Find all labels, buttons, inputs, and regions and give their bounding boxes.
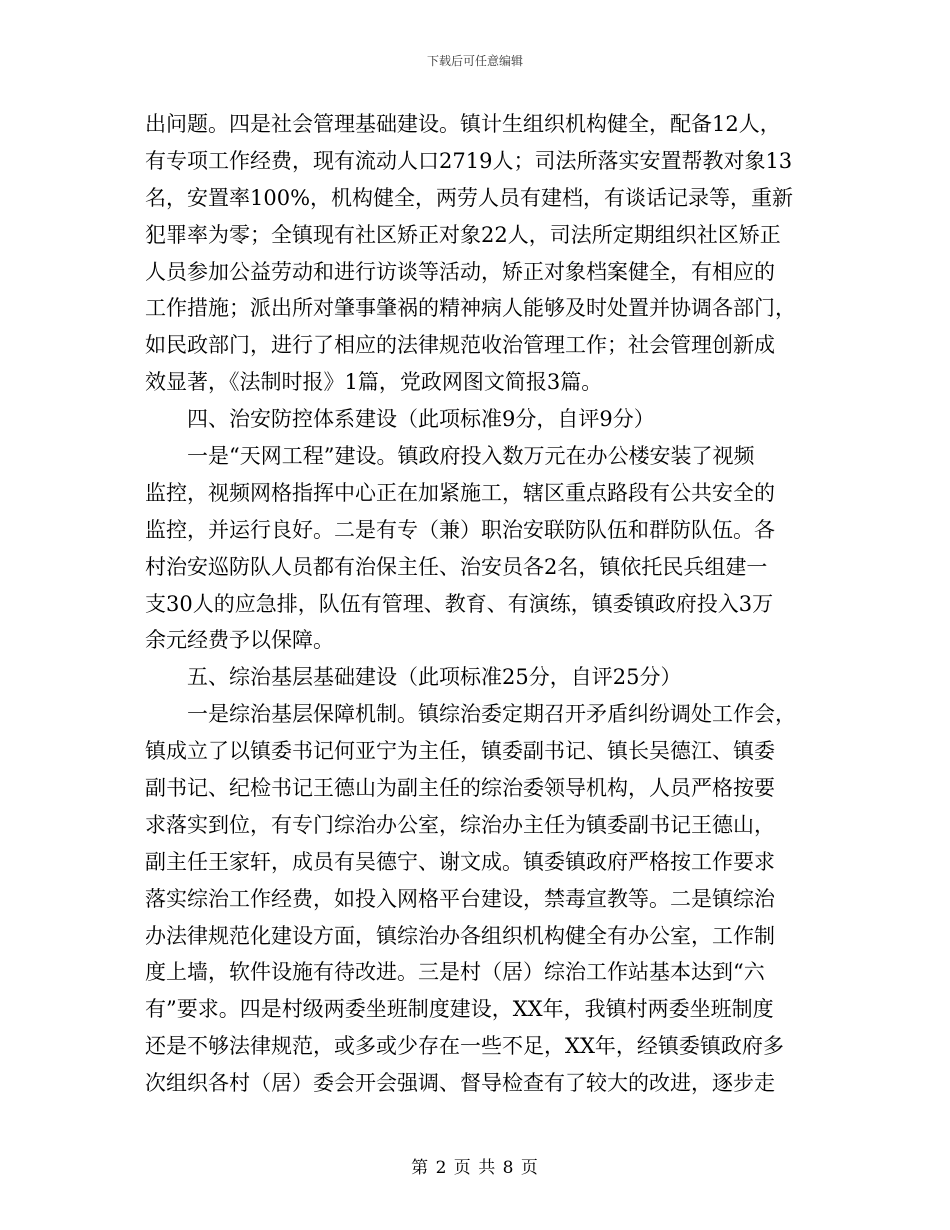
text-line: 余元经费予以保障。: [145, 628, 334, 653]
text-line: 监控，并运行良好。二是有专（兼）职治安联防队伍和群防队伍。各: [145, 517, 775, 542]
text-line: 名，安置率100%，机构健全，两劳人员有建档，有谈话记录等，重新: [145, 185, 794, 210]
text-line: 还是不够法律规范，或多或少存在一些不足，XX年，经镇委镇政府多: [145, 1034, 784, 1059]
page-header: 下载后可任意编辑: [426, 54, 523, 68]
text-line: 工作措施；派出所对肇事肇祸的精神病人能够及时处置并协调各部门，: [145, 296, 796, 321]
page-footer: 第 2 页 共 8 页: [411, 1158, 539, 1178]
text-line: 如民政部门，进行了相应的法律规范收治管理工作；社会管理创新成: [145, 333, 775, 358]
text-line: 副书记、纪检书记王德山为副主任的综治委领导机构，人员严格按要: [145, 776, 775, 801]
text-line: 一是“天网工程”建设。镇政府投入数万元在办公楼安装了视频: [187, 444, 755, 469]
text-line: 四、治安防控体系建设（此项标准9分，自评9分）: [187, 407, 655, 432]
text-line: 村治安巡防队人员都有治保主任、治安员各2名，镇依托民兵组建一: [145, 554, 768, 579]
text-line: 副主任王家轩，成员有吴德宁、谢文成。镇委镇政府严格按工作要求: [145, 849, 775, 874]
text-line: 有专项工作经费，现有流动人口2719人；司法所落实安置帮教对象13: [145, 148, 793, 173]
text-line: 出问题。四是社会管理基础建设。镇计生组织机构健全，配备12人，: [145, 112, 781, 136]
text-line: 监控，视频网格指挥中心正在加紧施工，辖区重点路段有公共安全的: [145, 480, 775, 505]
text-line: 有”要求。四是村级两委坐班制度建设，XX年，我镇村两委坐班制度: [145, 997, 774, 1022]
text-line: 度上墙，软件设施有待改进。三是村（居）综治工作站基本达到“六: [145, 960, 765, 985]
text-line: 五、综治基层基础建设（此项标准25分，自评25分）: [187, 665, 682, 690]
text-line: 次组织各村（居）委会开会强调、督导检查有了较大的改进，逐步走: [145, 1071, 775, 1096]
text-line: 人员参加公益劳动和进行访谈等活动，矫正对象档案健全，有相应的: [145, 259, 775, 284]
text-line: 落实综治工作经费，如投入网格平台建设，禁毒宣教等。二是镇综治: [145, 886, 775, 911]
text-line: 办法律规范化建设方面，镇综治办各组织机构健全有办公室，工作制: [145, 923, 775, 948]
text-line: 犯罪率为零；全镇现有社区矫正对象22人，司法所定期组织社区矫正: [145, 222, 781, 247]
text-line: 支30人的应急排，队伍有管理、教育、有演练，镇委镇政府投入3万: [145, 591, 774, 616]
text-line: 一是综治基层保障机制。镇综治委定期召开矛盾纠纷调处工作会，: [187, 702, 796, 727]
text-line: 镇成立了以镇委书记何亚宁为主任，镇委副书记、镇长吴德江、镇委: [145, 739, 775, 764]
text-line: 效显著，《法制时报》1篇，党政网图文简报3篇。: [145, 370, 603, 395]
text-line: 求落实到位，有专门综治办公室，综治办主任为镇委副书记王德山，: [145, 812, 775, 837]
document-body: [145, 106, 810, 1102]
